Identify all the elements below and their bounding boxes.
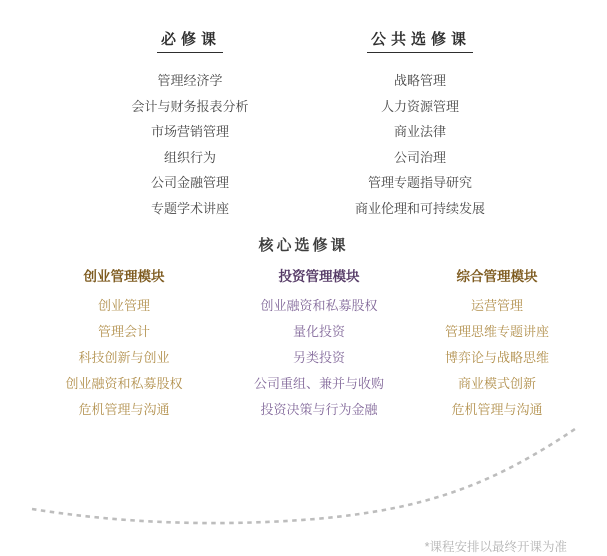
course-item: 人力资源管理 bbox=[380, 98, 459, 114]
course-item: 创业融资和私募股权 bbox=[65, 376, 183, 391]
course-item: 商业法律 bbox=[393, 124, 446, 139]
course-item: 另类投资 bbox=[292, 350, 345, 365]
course-item: 创业融资和私募股权 bbox=[260, 298, 378, 313]
course-item: 管理会计 bbox=[97, 324, 150, 339]
public-electives-title: 公共选修课 bbox=[367, 28, 473, 53]
public-electives-column bbox=[310, 28, 530, 221]
course-item: 管理专题指导研究 bbox=[367, 175, 472, 190]
course-item: 危机管理与沟通 bbox=[78, 402, 170, 417]
course-item: 商业伦理和可持续发展 bbox=[354, 200, 485, 216]
footnote: *课程安排以最终开课为准 bbox=[424, 540, 567, 554]
required-courses-column bbox=[40, 28, 340, 221]
course-item: 投资决策与行为金融 bbox=[260, 402, 378, 417]
course-item: 管理经济学 bbox=[157, 73, 223, 88]
required-courses-list bbox=[40, 68, 340, 221]
required-courses-title: 必修课 bbox=[157, 28, 223, 53]
module-title: 创业管理模块 bbox=[83, 269, 165, 284]
course-item: 会计与财务报表分析 bbox=[131, 98, 249, 114]
public-electives-list bbox=[310, 68, 530, 221]
course-item: 公司金融管理 bbox=[150, 175, 229, 190]
course-item: 组织行为 bbox=[163, 149, 216, 165]
module-investment bbox=[219, 268, 419, 423]
core-electives-title: 核心选修课 bbox=[258, 237, 349, 254]
module-title: 投资管理模块 bbox=[278, 269, 360, 284]
course-item: 博弈论与战略思维 bbox=[444, 350, 549, 365]
course-item: 公司重组、兼并与收购 bbox=[253, 376, 384, 391]
course-item: 管理思维专题讲座 bbox=[444, 324, 549, 339]
module-general-management bbox=[397, 268, 597, 423]
course-item: 量化投资 bbox=[292, 324, 345, 339]
course-item: 市场营销管理 bbox=[150, 124, 229, 139]
course-item: 科技创新与创业 bbox=[78, 350, 170, 365]
module-entrepreneurship bbox=[24, 268, 224, 423]
course-item: 专题学术讲座 bbox=[150, 200, 229, 216]
course-item: 创业管理 bbox=[97, 298, 150, 313]
course-item: 公司治理 bbox=[393, 149, 446, 165]
course-item: 商业模式创新 bbox=[457, 376, 536, 391]
course-item: 战略管理 bbox=[393, 73, 446, 88]
module-title: 综合管理模块 bbox=[456, 269, 538, 284]
course-item: 危机管理与沟通 bbox=[451, 402, 543, 417]
course-item: 运营管理 bbox=[470, 298, 523, 313]
